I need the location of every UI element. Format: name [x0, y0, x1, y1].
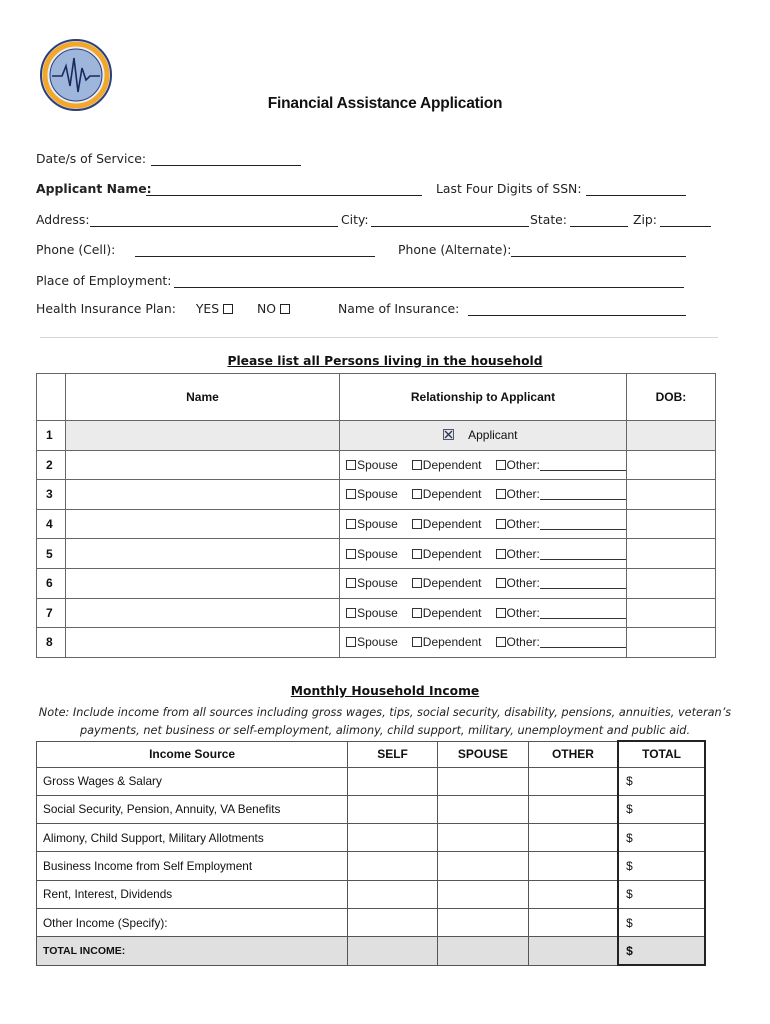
dependent-checkbox[interactable] [412, 608, 422, 618]
dates-of-service-field[interactable] [151, 165, 301, 166]
insurance-plan-label [36, 301, 290, 316]
household-name-cell[interactable] [65, 539, 339, 569]
city-label: City: [341, 212, 369, 227]
spouse-label: Spouse [357, 517, 398, 532]
income-source-label: Social Security, Pension, Annuity, VA Benefits [37, 795, 348, 823]
spouse-checkbox[interactable] [346, 460, 356, 470]
spouse-checkbox[interactable] [346, 608, 356, 618]
household-row [37, 598, 716, 628]
state-label: State: [530, 212, 567, 227]
dependent-label: Dependent [422, 635, 482, 650]
income-spouse-cell[interactable] [437, 795, 528, 823]
other-checkbox[interactable] [496, 549, 506, 559]
household-row-number: 8 [37, 628, 66, 658]
dependent-label: Dependent [422, 605, 482, 620]
state-field[interactable] [570, 226, 628, 227]
other-checkbox[interactable] [496, 578, 506, 588]
page-title: Financial Assistance Application [267, 95, 503, 112]
household-row-number: 2 [37, 450, 66, 480]
income-total-cell[interactable]: $ [618, 767, 705, 795]
income-source-label: Business Income from Self Employment [37, 852, 348, 880]
total-self-cell[interactable] [348, 937, 438, 965]
ssn-field[interactable] [586, 195, 686, 196]
income-other-cell[interactable] [528, 824, 618, 852]
other-field[interactable] [540, 580, 626, 589]
insurance-no-label: NO [256, 301, 277, 316]
household-row [37, 509, 716, 539]
household-row [37, 480, 716, 510]
other-field[interactable] [540, 521, 626, 530]
household-name-cell[interactable] [65, 450, 339, 480]
income-self-cell[interactable] [348, 852, 438, 880]
household-name-cell[interactable] [65, 568, 339, 598]
dependent-label: Dependent [422, 546, 482, 561]
dependent-checkbox[interactable] [412, 637, 422, 647]
income-row [37, 880, 706, 908]
household-dob-cell[interactable] [626, 450, 715, 480]
spouse-label: Spouse [357, 457, 398, 472]
other-checkbox[interactable] [496, 519, 506, 529]
income-source-label: Other Income (Specify): [37, 908, 348, 936]
other-checkbox[interactable] [496, 460, 506, 470]
zip-field[interactable] [660, 226, 711, 227]
total-income-label: TOTAL INCOME: [37, 937, 348, 965]
spouse-checkbox[interactable] [346, 519, 356, 529]
household-relationship-cell [340, 568, 627, 598]
other-field[interactable] [540, 462, 626, 471]
household-name-cell[interactable] [65, 509, 339, 539]
insurance-yes-label: YES [195, 301, 220, 316]
income-self-cell[interactable] [348, 795, 438, 823]
insurance-name-label: Name of Insurance: [338, 301, 460, 316]
spouse-label: Spouse [357, 635, 398, 650]
household-row-number: 1 [37, 421, 66, 451]
income-row [37, 824, 706, 852]
income-other-header: OTHER [528, 741, 618, 767]
applicant-name-field[interactable] [146, 195, 422, 196]
dependent-label: Dependent [422, 517, 482, 532]
zip-label: Zip: [633, 212, 657, 227]
income-other-cell[interactable] [528, 852, 618, 880]
income-spouse-header: SPOUSE [437, 741, 528, 767]
household-row [37, 568, 716, 598]
income-other-cell[interactable] [528, 795, 618, 823]
spouse-label: Spouse [357, 546, 398, 561]
income-spouse-cell[interactable] [437, 852, 528, 880]
other-checkbox[interactable] [496, 637, 506, 647]
income-total-cell[interactable]: $ [618, 908, 705, 936]
income-header-row [37, 741, 706, 767]
income-row [37, 767, 706, 795]
household-name-cell[interactable] [65, 598, 339, 628]
other-label: Other: [506, 605, 540, 620]
household-relationship-cell [340, 598, 627, 628]
household-num-header [37, 374, 66, 421]
insurance-yes-checkbox[interactable] [223, 304, 233, 314]
household-row [37, 628, 716, 658]
spouse-checkbox[interactable] [346, 637, 356, 647]
income-source-label: Rent, Interest, Dividends [37, 880, 348, 908]
dependent-checkbox[interactable] [412, 489, 422, 499]
household-table [36, 373, 716, 658]
household-relationship-cell [340, 480, 627, 510]
employment-label: Place of Employment: [36, 273, 172, 288]
spouse-checkbox[interactable] [346, 549, 356, 559]
income-self-cell[interactable] [348, 824, 438, 852]
other-label: Other: [506, 546, 540, 561]
spouse-label: Spouse [357, 605, 398, 620]
employment-field[interactable] [174, 287, 684, 288]
dependent-label: Dependent [422, 487, 482, 502]
other-checkbox[interactable] [496, 489, 506, 499]
other-label: Other: [506, 576, 540, 591]
total-spouse-cell[interactable] [437, 937, 528, 965]
household-dob-cell[interactable] [626, 421, 715, 451]
household-name-header: Name [65, 374, 339, 421]
other-field[interactable] [540, 491, 626, 500]
spouse-checkbox[interactable] [346, 489, 356, 499]
applicant-checked-checkbox[interactable] [443, 429, 454, 440]
household-relationship-cell [340, 628, 627, 658]
income-total-cell[interactable]: $ [618, 824, 705, 852]
other-label: Other: [506, 457, 540, 472]
household-relationship-cell [340, 421, 627, 451]
other-field[interactable] [540, 639, 626, 648]
dependent-checkbox[interactable] [412, 519, 422, 529]
household-row [37, 450, 716, 480]
ssn-label: Last Four Digits of SSN: [436, 181, 582, 196]
total-income-cell[interactable]: $ [618, 937, 705, 965]
income-other-cell[interactable] [528, 880, 618, 908]
household-row-number: 3 [37, 480, 66, 510]
income-self-cell[interactable] [348, 908, 438, 936]
other-checkbox[interactable] [496, 608, 506, 618]
income-total-cell[interactable]: $ [618, 852, 705, 880]
phone-cell-label: Phone (Cell): [36, 242, 116, 257]
household-dob-header: DOB: [626, 374, 715, 421]
other-label: Other: [506, 517, 540, 532]
dependent-label: Dependent [422, 457, 482, 472]
household-name-cell[interactable] [65, 628, 339, 658]
household-dob-cell[interactable] [626, 568, 715, 598]
income-row [37, 795, 706, 823]
income-other-cell[interactable] [528, 767, 618, 795]
household-dob-cell[interactable] [626, 628, 715, 658]
household-dob-cell[interactable] [626, 480, 715, 510]
spouse-label: Spouse [357, 576, 398, 591]
applicant-name-label: Applicant Name: [36, 181, 152, 196]
other-field[interactable] [540, 551, 626, 560]
income-total-row [37, 937, 706, 965]
household-row-number: 7 [37, 598, 66, 628]
household-relationship-cell [340, 450, 627, 480]
income-source-label: Gross Wages & Salary [37, 767, 348, 795]
dependent-checkbox[interactable] [412, 460, 422, 470]
income-total-cell[interactable]: $ [618, 880, 705, 908]
dependent-checkbox[interactable] [412, 578, 422, 588]
income-total-header: TOTAL [618, 741, 705, 767]
other-field[interactable] [540, 610, 626, 619]
section-divider [40, 337, 718, 338]
applicant-label: Applicant [468, 428, 518, 443]
insurance-plan-text: Health Insurance Plan: [36, 301, 176, 316]
income-total-cell[interactable]: $ [618, 795, 705, 823]
income-self-cell[interactable] [348, 880, 438, 908]
income-source-label: Alimony, Child Support, Military Allotments [37, 824, 348, 852]
insurance-name-field[interactable] [468, 315, 686, 316]
household-relationship-header: Relationship to Applicant [340, 374, 627, 421]
income-heading: Monthly Household Income [290, 684, 480, 698]
city-field[interactable] [371, 226, 529, 227]
income-spouse-cell[interactable] [437, 880, 528, 908]
phone-cell-field[interactable] [135, 256, 375, 257]
household-heading: Please list all Persons living in the household [227, 354, 543, 368]
household-row [37, 421, 716, 451]
household-dob-cell[interactable] [626, 509, 715, 539]
household-row-number: 4 [37, 509, 66, 539]
spouse-label: Spouse [357, 487, 398, 502]
income-note-line1: Note: Include income from all sources including gross wages, tips, social security, disability, pensions, annuities, veteran’s [38, 706, 732, 719]
household-dob-cell[interactable] [626, 539, 715, 569]
income-table [36, 740, 706, 966]
income-source-header: Income Source [37, 741, 348, 767]
phone-alt-label: Phone (Alternate): [398, 242, 512, 257]
spouse-checkbox[interactable] [346, 578, 356, 588]
income-spouse-cell[interactable] [437, 767, 528, 795]
household-relationship-cell [340, 539, 627, 569]
household-name-cell[interactable] [65, 480, 339, 510]
dates-of-service-label: Date/s of Service: [36, 151, 147, 166]
income-self-header: SELF [348, 741, 438, 767]
household-relationship-cell [340, 509, 627, 539]
income-spouse-cell[interactable] [437, 908, 528, 936]
dependent-checkbox[interactable] [412, 549, 422, 559]
address-label: Address: [36, 212, 90, 227]
household-name-cell[interactable] [65, 421, 339, 451]
other-label: Other: [506, 487, 540, 502]
household-row-number: 5 [37, 539, 66, 569]
income-note-line2: payments, net business or self-employment, alimony, child support, military, unemployment and public aid. [79, 724, 691, 737]
insurance-no-checkbox[interactable] [280, 304, 290, 314]
income-row [37, 852, 706, 880]
total-other-cell[interactable] [528, 937, 618, 965]
household-header-row [37, 374, 716, 421]
household-row [37, 539, 716, 569]
income-other-cell[interactable] [528, 908, 618, 936]
income-self-cell[interactable] [348, 767, 438, 795]
other-label: Other: [506, 635, 540, 650]
address-field[interactable] [90, 226, 338, 227]
household-dob-cell[interactable] [626, 598, 715, 628]
phone-alt-field[interactable] [511, 256, 686, 257]
household-row-number: 6 [37, 568, 66, 598]
income-row [37, 908, 706, 936]
dependent-label: Dependent [422, 576, 482, 591]
income-spouse-cell[interactable] [437, 824, 528, 852]
